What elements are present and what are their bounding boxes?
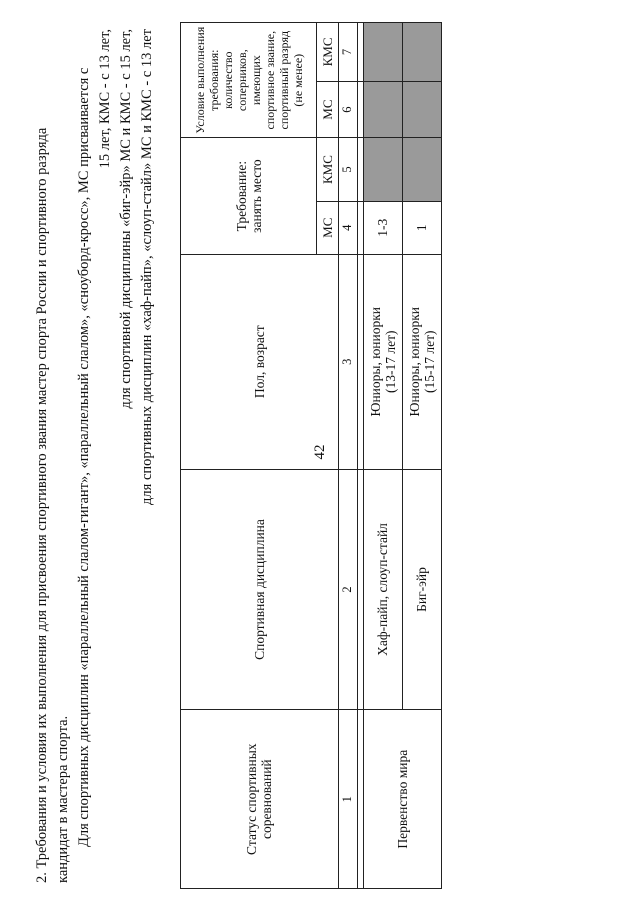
discipline-cell: Хаф-пайп, слоуп-стайл (363, 469, 402, 710)
status-cell: Первенство мира (363, 710, 441, 889)
header-row-1 (181, 23, 317, 889)
sex-age-line-2: (15-17 лет) (421, 330, 437, 393)
place-kms-cell (402, 138, 441, 201)
place-kms-cell (363, 138, 402, 201)
place-ms-cell: 1-3 (363, 201, 402, 254)
index-cell: 7 (338, 23, 357, 82)
index-row (338, 23, 357, 889)
sex-age-line-2: (13-17 лет) (382, 330, 398, 393)
header-condition: Условие выполнения требования: количество соперников, имеющих спортивное звание, спортивный разряд (не менее) (181, 23, 317, 138)
index-cell: 2 (338, 469, 357, 710)
index-cell: 6 (338, 81, 357, 138)
intro-line-5: для спортивной дисциплины «биг-эйр» МС и КМС - с 15 лет, (118, 29, 134, 409)
header-status: Статус спортивных соревнований (181, 710, 339, 889)
index-cell: 1 (338, 710, 357, 889)
table-row (363, 23, 402, 889)
intro-line-4: 15 лет, КМС - с 13 лет, (97, 29, 113, 169)
intro-line-3: Для спортивных дисциплин «параллельный слалом-гигант», «параллельный слалом», «сноуборд-кросс», МС присваивается с (76, 67, 92, 847)
intro-line-1: 2. Требования и условия их выполнения для присвоения спортивного звания мастер спорта России и спортивного разряда (34, 127, 50, 883)
sex-age-cell (402, 254, 441, 469)
index-cell: 5 (338, 138, 357, 201)
condition-kms-cell (363, 23, 402, 82)
place-ms-cell: 1 (402, 201, 441, 254)
sex-age-line-1: Юниоры, юниорки (367, 306, 383, 417)
requirements-table (180, 22, 442, 889)
rotated-page-content (10, 0, 630, 907)
condition-ms-cell (402, 81, 441, 138)
index-cell: 3 (338, 254, 357, 469)
header-discipline: Спортивная дисциплина (181, 469, 339, 710)
condition-ms-cell (363, 81, 402, 138)
sex-age-cell (363, 254, 402, 469)
header-sex-age: Пол, возраст (181, 254, 339, 469)
discipline-cell: Биг-эйр (402, 469, 441, 710)
page-number: 42 (312, 444, 328, 460)
intro-text (32, 23, 158, 883)
header-condition-ms: МС (317, 81, 338, 138)
header-place-kms: КМС (317, 138, 338, 201)
intro-line-6: для спортивных дисциплин «хаф-пайп», «слоуп-стайл» МС и КМС - с 13 лет (139, 29, 155, 505)
header-place-ms: МС (317, 201, 338, 254)
header-place: Требование: занять место (181, 138, 317, 254)
sex-age-line-1: Юниоры, юниорки (406, 306, 422, 417)
header-condition-kms: КМС (317, 23, 338, 82)
condition-kms-cell (402, 23, 441, 82)
intro-line-2: кандидат в мастера спорта. (55, 715, 71, 883)
index-cell: 4 (338, 201, 357, 254)
